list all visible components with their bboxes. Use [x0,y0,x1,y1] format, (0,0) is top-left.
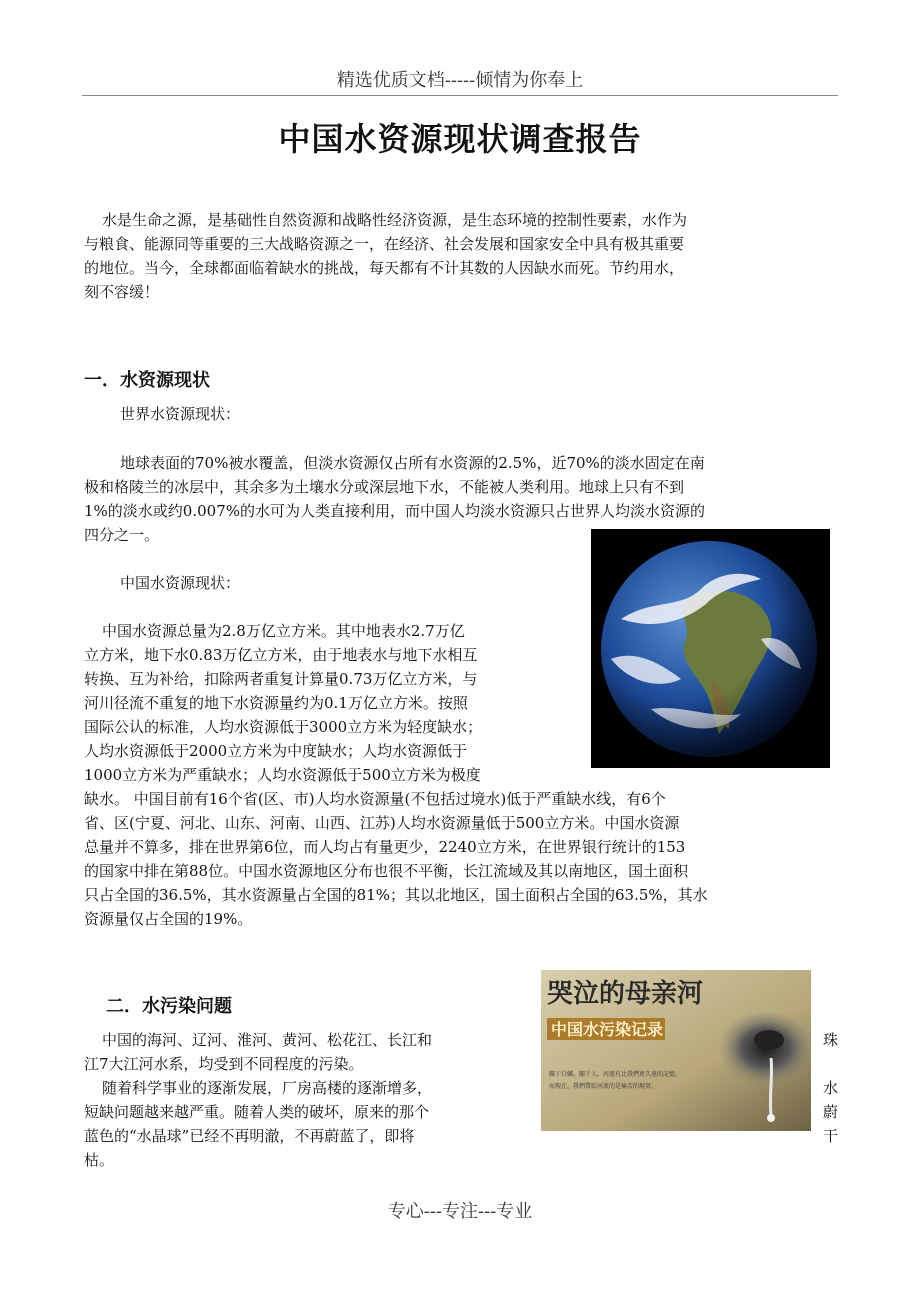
section2-line-right: 珠 [822,1031,838,1049]
china-line: 的国家中排在第88位。中国水资源地区分布也很不平衡，长江流域及其以南地区，国土面积 [84,862,689,880]
section2-line-right: 水 [822,1079,838,1097]
intro-line: 与粮食、能源同等重要的三大战略资源之一，在经济、社会发展和国家安全中具有极其重要 [84,235,685,253]
china-line: 省、区(宁夏、河北、山东、河南、山西、江苏)人均水资源量低于500立方米。中国水资源 [84,814,680,832]
world-line: 极和格陵兰的冰层中，其余多为土壤水分或深层地下水，不能被人类利用。地球上只有不到 [84,478,685,496]
section2-line-row [84,1124,838,1148]
intro-paragraph [84,208,838,304]
world-label: 世界水资源现状： [120,405,241,423]
china-line: 总量并不算多，排在世界第6位，而人均占有量更少，2240立方米，在世界银行统计的153 [84,838,686,856]
section2-line-row [84,1100,838,1124]
poster-caption-line: 而現在，我們帶給河流的是痛苦的現實。 [549,1083,658,1090]
page-footer: 专心---专注---专业 [387,1201,533,1222]
document-title: 中国水资源现状调查报告 [278,120,642,158]
china-line: 中国水资源总量为2.8万亿立方米。其中地表水2.7万亿 [102,622,465,640]
china-line: 立方米，地下水0.83万亿立方米，由于地表水与地下水相互 [84,646,478,664]
section2-line: 枯。 [84,1151,115,1169]
china-line: 转换、互为补给，扣除两者重复计算量0.73万亿立方米，与 [84,670,478,688]
section2-line: 随着科学事业的逐渐发展，厂房高楼的逐渐增多， [102,1079,433,1097]
china-paragraph [84,619,838,931]
section2-paragraph [84,1028,838,1172]
section2-line: 中国的海河、辽河、淮河、黄河、松花江、长江和 [102,1031,433,1049]
china-line: 只占全国的36.5%，其水资源量占全国的81%；其以北地区，国土面积占全国的63.5%，其水 [84,886,708,904]
china-line: 人均水资源低于2000立方米为中度缺水；人均水资源低于 [84,742,468,760]
world-line: 1%的淡水或约0.007%的水可为人类直接利用，而中国人均淡水资源只占世界人均淡水资源的 [84,502,705,520]
section2-line-row [84,1076,838,1100]
page-header: 精选优质文档-----倾情为你奉上 [336,70,584,91]
china-line: 缺水。 中国目前有16个省(区、市)人均水资源量(不包括过境水)低于严重缺水线，有6个 [84,790,666,808]
china-line: 国际公认的标准，人均水资源低于3000立方米为轻度缺水； [84,718,483,736]
china-line: 河川径流不重复的地下水资源量约为0.1万亿立方米。按照 [84,694,468,712]
section2-line-right: 蔚 [822,1103,838,1121]
section2-line-row [84,1052,838,1076]
china-line: 资源量仅占全国的19%。 [84,910,253,928]
poster-title: 哭泣的母亲河 [547,979,704,1009]
section2-line: 短缺问题越来越严重。随着人类的破坏，原来的那个 [84,1103,430,1121]
world-line: 四分之一。 [84,526,160,544]
section1-heading: 一．水资源现状 [84,370,210,391]
section2-line-right: 干 [822,1127,838,1145]
intro-line: 刻不容缓！ [84,283,160,301]
china-label: 中国水资源现状： [120,574,241,592]
header-divider [82,95,838,96]
intro-line: 水是生命之源，是基础性自然资源和战略性经济资源，是生态环境的控制性要素，水作为 [102,211,688,229]
section2-line-row [84,1148,838,1172]
section2-line: 蓝色的“水晶球”已经不再明澈，不再蔚蓝了，即将 [84,1127,415,1145]
world-line: 地球表面的70%被水覆盖，但淡水资源仅占所有水资源的2.5%，近70%的淡水固定在南 [120,454,705,472]
poster-subtitle: 中国水污染记录 [551,1020,664,1039]
intro-line: 的地位。当今，全球都面临着缺水的挑战，每天都有不计其数的人因缺水而死。节约用水， [84,259,685,277]
china-line: 1000立方米为严重缺水；人均水资源低于500立方米为极度 [84,766,481,784]
section2-line: 江7大江河水系，均受到不同程度的污染。 [84,1055,364,1073]
section2-line-row [84,1028,838,1052]
section2-heading: 二．水污染问题 [106,996,232,1017]
poster-caption-line: 關于白鱗。關于人。河流有比我們更久遠的記憶。 [549,1071,682,1078]
